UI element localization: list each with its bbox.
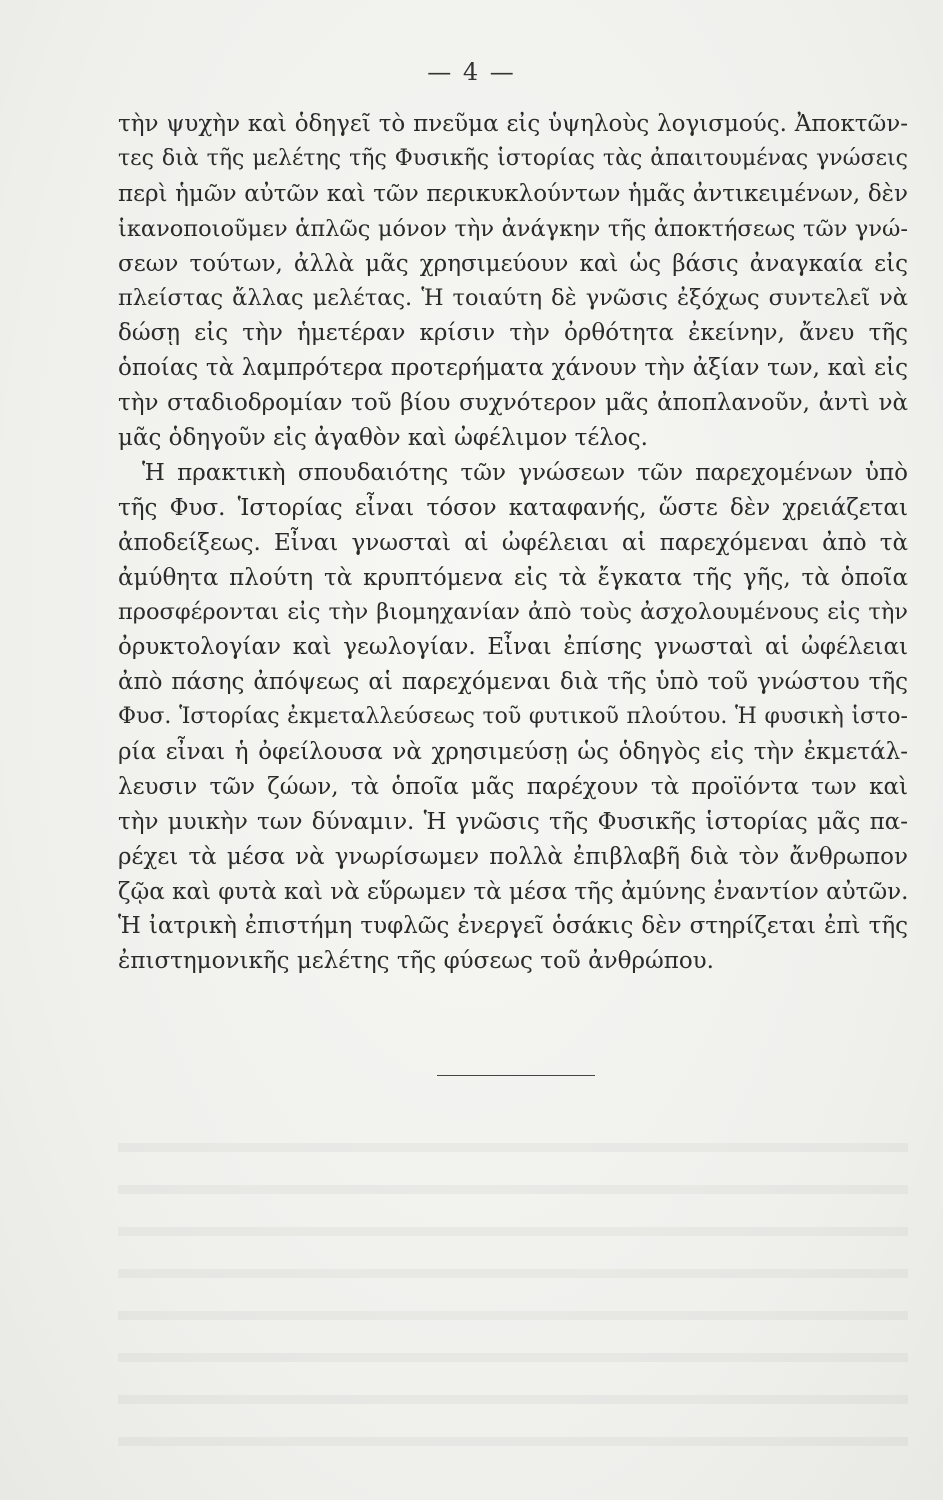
body-text — [118, 107, 908, 979]
text-line: πλείστας ἄλλας μελέτας. Ἡ τοιαύτη δὲ γνῶσις ἐξόχως συντελεῖ νὰ — [118, 285, 908, 312]
text-line: σεων τούτων, ἀλλὰ μᾶς χρησιμεύουν καὶ ὡς βάσις ἀναγκαία εἰς — [118, 250, 908, 277]
text-line: προσφέρονται εἰς τὴν βιομηχανίαν ἀπὸ τοὺς ἀσχολουμένους εἰς τὴν — [118, 599, 908, 626]
text-line: περὶ ἡμῶν αὐτῶν καὶ τῶν περικυκλούντων ἡμᾶς ἀντικειμένων, δὲν — [118, 180, 908, 207]
text-line: ρία εἶναι ἡ ὀφείλουσα νὰ χρησιμεύσῃ ὡς ὁδηγὸς εἰς τὴν ἐκμετάλ- — [118, 739, 908, 766]
page-number: — 4 — — [427, 58, 516, 86]
text-line: ζῷα καὶ φυτὰ καὶ νὰ εὕρωμεν τὰ μέσα τῆς ἀμύνης ἐναντίον αὐτῶν. — [118, 878, 909, 905]
show-through-texture — [118, 1110, 908, 1470]
text-line: λευσιν τῶν ζώων, τὰ ὁποῖα μᾶς παρέχουν τὰ προϊόντα των καὶ — [118, 773, 908, 800]
text-line: μᾶς ὁδηγοῦν εἰς ἀγαθὸν καὶ ὠφέλιμον τέλος. — [118, 425, 648, 452]
text-line: ἀπὸ πάσης ἀπόψεως αἱ παρεχόμεναι διὰ τῆς ὑπὸ τοῦ γνώστου τῆς — [118, 669, 908, 696]
text-line: Ἡ πρακτικὴ σπουδαιότης τῶν γνώσεων τῶν παρεχομένων ὑπὸ — [142, 459, 908, 486]
section-divider — [437, 1075, 595, 1076]
text-line: ἱκανοποιοῦμεν ἁπλῶς μόνον τὴν ἀνάγκην τῆς ἀποκτήσεως τῶν γνώ- — [118, 215, 908, 242]
text-line: ἀμύθητα πλούτη τὰ κρυπτόμενα εἰς τὰ ἔγκατα τῆς γῆς, τὰ ὁποῖα — [118, 564, 908, 591]
text-line: τὴν σταδιοδρομίαν τοῦ βίου συχνότερον μᾶς ἀποπλανοῦν, ἀντὶ νὰ — [118, 390, 908, 417]
text-line: ἐπιστημονικῆς μελέτης τῆς φύσεως τοῦ ἀνθρώπου. — [118, 948, 714, 975]
text-line: ρέχει τὰ μέσα νὰ γνωρίσωμεν πολλὰ ἐπιβλαβῆ διὰ τὸν ἄνθρωπον — [118, 843, 908, 870]
text-line: ἀποδείξεως. Εἶναι γνωσταὶ αἱ ὠφέλειαι αἱ παρεχόμεναι ἀπὸ τὰ — [118, 529, 908, 556]
text-line: ὁποίας τὰ λαμπρότερα προτερήματα χάνουν τὴν ἀξίαν των, καὶ εἰς — [118, 355, 908, 382]
text-line: Ἡ ἰατρικὴ ἐπιστήμη τυφλῶς ἐνεργεῖ ὁσάκις δὲν στηρίζεται ἐπὶ τῆς — [118, 913, 908, 940]
text-line: ὀρυκτολογίαν καὶ γεωλογίαν. Εἶναι ἐπίσης γνωσταὶ αἱ ὠφέλειαι — [118, 634, 908, 661]
text-line: τὴν ψυχὴν καὶ ὁδηγεῖ τὸ πνεῦμα εἰς ὑψηλοὺς λογισμούς. Ἀποκτῶν- — [118, 111, 908, 137]
text-line: τες διὰ τῆς μελέτης τῆς Φυσικῆς ἱστορίας τὰς ἀπαιτουμένας γνώσεις — [118, 145, 908, 171]
text-line: δώσῃ εἰς τὴν ἡμετέραν κρίσιν τὴν ὀρθότητα ἐκείνην, ἄνευ τῆς — [118, 320, 908, 347]
text-line: Φυσ. Ἱστορίας ἐκμεταλλεύσεως τοῦ φυτικοῦ πλούτου. Ἡ φυσικὴ ἱστο- — [118, 704, 908, 730]
text-line: τῆς Φυσ. Ἱστορίας εἶναι τόσον καταφανής, ὥστε δὲν χρειάζεται — [118, 494, 908, 521]
text-line: τὴν μυικὴν των δύναμιν. Ἡ γνῶσις τῆς Φυσικῆς ἱστορίας μᾶς πα- — [118, 808, 908, 835]
